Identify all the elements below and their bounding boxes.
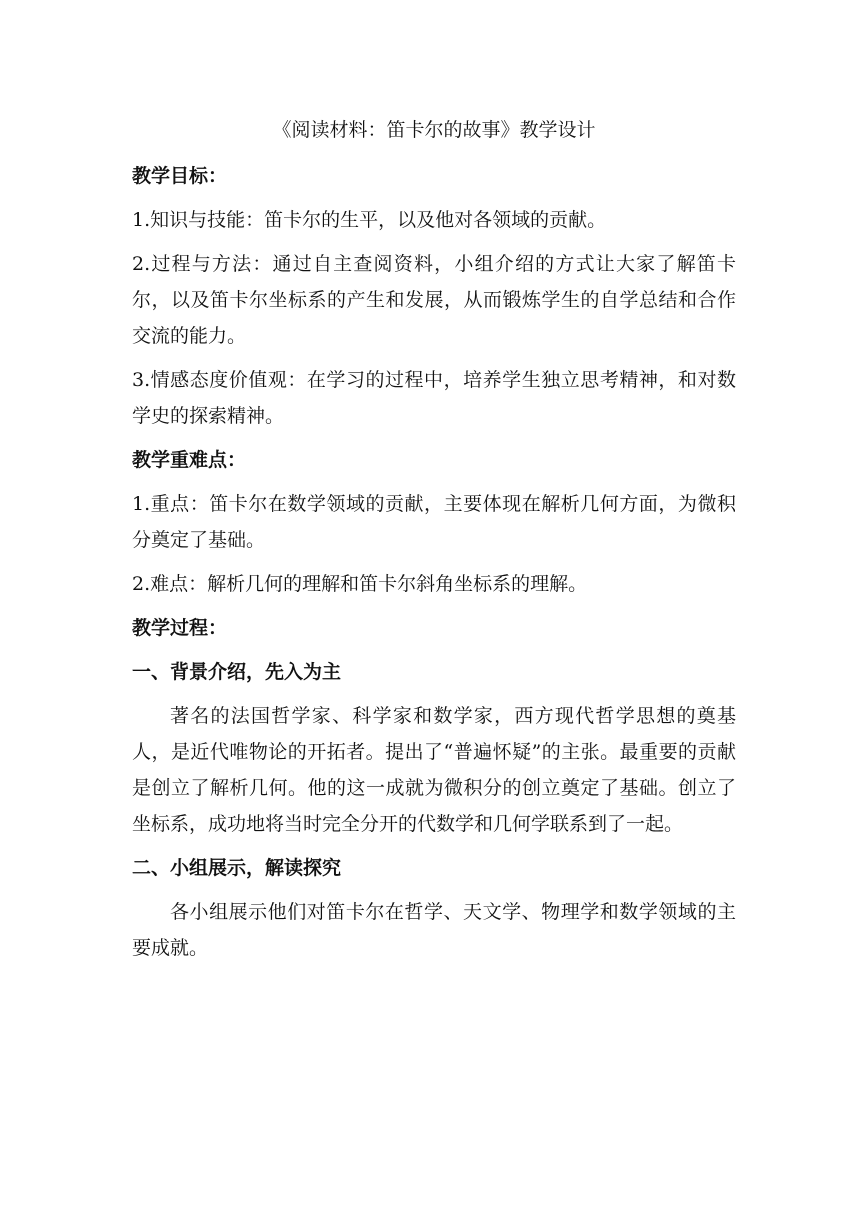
document-title: 《阅读材料：笛卡尔的故事》教学设计 xyxy=(272,119,596,141)
key-points-heading: 教学重难点： xyxy=(132,449,247,471)
part2-text: 各小组展示他们对笛卡尔在哲学、天文学、物理学和数学领域的主要成就。 xyxy=(132,901,736,959)
objectives-heading: 教学目标： xyxy=(132,165,228,187)
objective-item-2: 2.过程与方法：通过自主查阅资料，小组介绍的方式让大家了解笛卡尔，以及笛卡尔坐标系的产生和发展，从而锻炼学生的自学总结和合作交流的能力。 xyxy=(132,253,736,347)
key-point-item-1: 1.重点：笛卡尔在数学领域的贡献，主要体现在解析几何方面，为微积分奠定了基础。 xyxy=(132,493,736,551)
document-page xyxy=(132,112,736,974)
part1-heading: 一、背景介绍，先入为主 xyxy=(132,661,342,683)
part1-text: 著名的法国哲学家、科学家和数学家，西方现代哲学思想的奠基人，是近代唯物论的开拓者。提出了“普遍怀疑”的主张。最重要的贡献是创立了解析几何。他的这一成就为微积分的创立奠定了基础。创立了坐标系，成功地将当时完全分开的代数学和几何学联系到了一起。 xyxy=(132,705,736,835)
key-point-item-2: 2.难点：解析几何的理解和笛卡尔斜角坐标系的理解。 xyxy=(132,573,588,595)
objective-item-1: 1.知识与技能：笛卡尔的生平，以及他对各领域的贡献。 xyxy=(132,209,607,231)
process-heading: 教学过程： xyxy=(132,617,228,639)
objective-item-3: 3.情感态度价值观：在学习的过程中，培养学生独立思考精神，和对数学史的探索精神。 xyxy=(132,369,736,427)
part2-heading: 二、小组展示，解读探究 xyxy=(132,857,342,879)
